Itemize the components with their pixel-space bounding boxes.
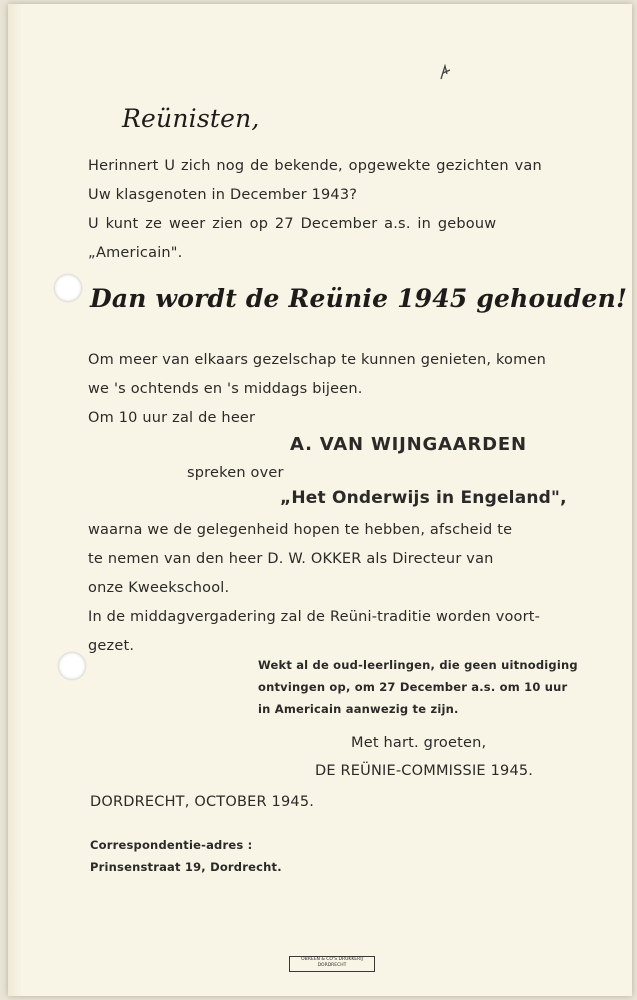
pencil-mark-icon: [438, 64, 452, 80]
body1-line-3: Om 10 uur zal de heer: [88, 410, 256, 426]
notice-line-2: ontvingen op, om 27 December a.s. om 10 uur: [258, 680, 568, 694]
body2-line-1: waarna we de gelegenheid hopen te hebben, afscheid te: [88, 522, 513, 538]
intro-line-2: Uw klasgenoten in December 1943?: [88, 187, 358, 203]
punch-hole: [54, 274, 82, 302]
speaks-about: spreken over: [187, 465, 284, 481]
punch-hole: [58, 652, 86, 680]
talk-title: „Het Onderwijs in Engeland",: [280, 488, 567, 508]
place-date: DORDRECHT, OCTOBER 1945.: [90, 794, 315, 810]
intro-line-3: U kunt ze weer zien op 27 December a.s. in gebouw: [88, 216, 497, 232]
printer-stamp-line-2: DORDRECHT: [317, 962, 347, 968]
address-label: Correspondentie-adres :: [90, 838, 253, 852]
closing: Met hart. groeten,: [351, 735, 487, 751]
address: Prinsenstraat 19, Dordrecht.: [90, 860, 282, 874]
body2-line-3: onze Kweekschool.: [88, 580, 230, 596]
headline: Dan wordt de Reünie 1945 gehouden!: [90, 284, 628, 313]
intro-line-4: „Americain".: [88, 245, 183, 261]
body2-line-2: te nemen van den heer D. W. OKKER als Directeur van: [88, 551, 494, 567]
speaker-name: A. VAN WIJNGAARDEN: [290, 434, 527, 455]
salutation: Reünisten,: [122, 104, 260, 133]
paper-edge: [8, 4, 22, 996]
intro-line-1: Herinnert U zich nog de bekende, opgewekte gezichten van: [88, 158, 542, 174]
body2-line-5: gezet.: [88, 638, 135, 654]
signature: DE REÜNIE-COMMISSIE 1945.: [315, 763, 534, 779]
printer-stamp: [289, 956, 375, 972]
letter-sheet: [8, 4, 632, 996]
body2-line-4: In de middagvergadering zal de Reüni-traditie worden voort-: [88, 609, 541, 625]
body1-line-1: Om meer van elkaars gezelschap te kunnen genieten, komen: [88, 352, 546, 368]
body1-line-2: we 's ochtends en 's middags bijeen.: [88, 381, 363, 397]
printer-stamp-line-1: OBREEN & CO'S DRUKKERIJ: [301, 957, 363, 962]
notice-line-1: Wekt al de oud-leerlingen, die geen uitnodiging: [258, 658, 578, 672]
notice-line-3: in Americain aanwezig te zijn.: [258, 702, 459, 716]
